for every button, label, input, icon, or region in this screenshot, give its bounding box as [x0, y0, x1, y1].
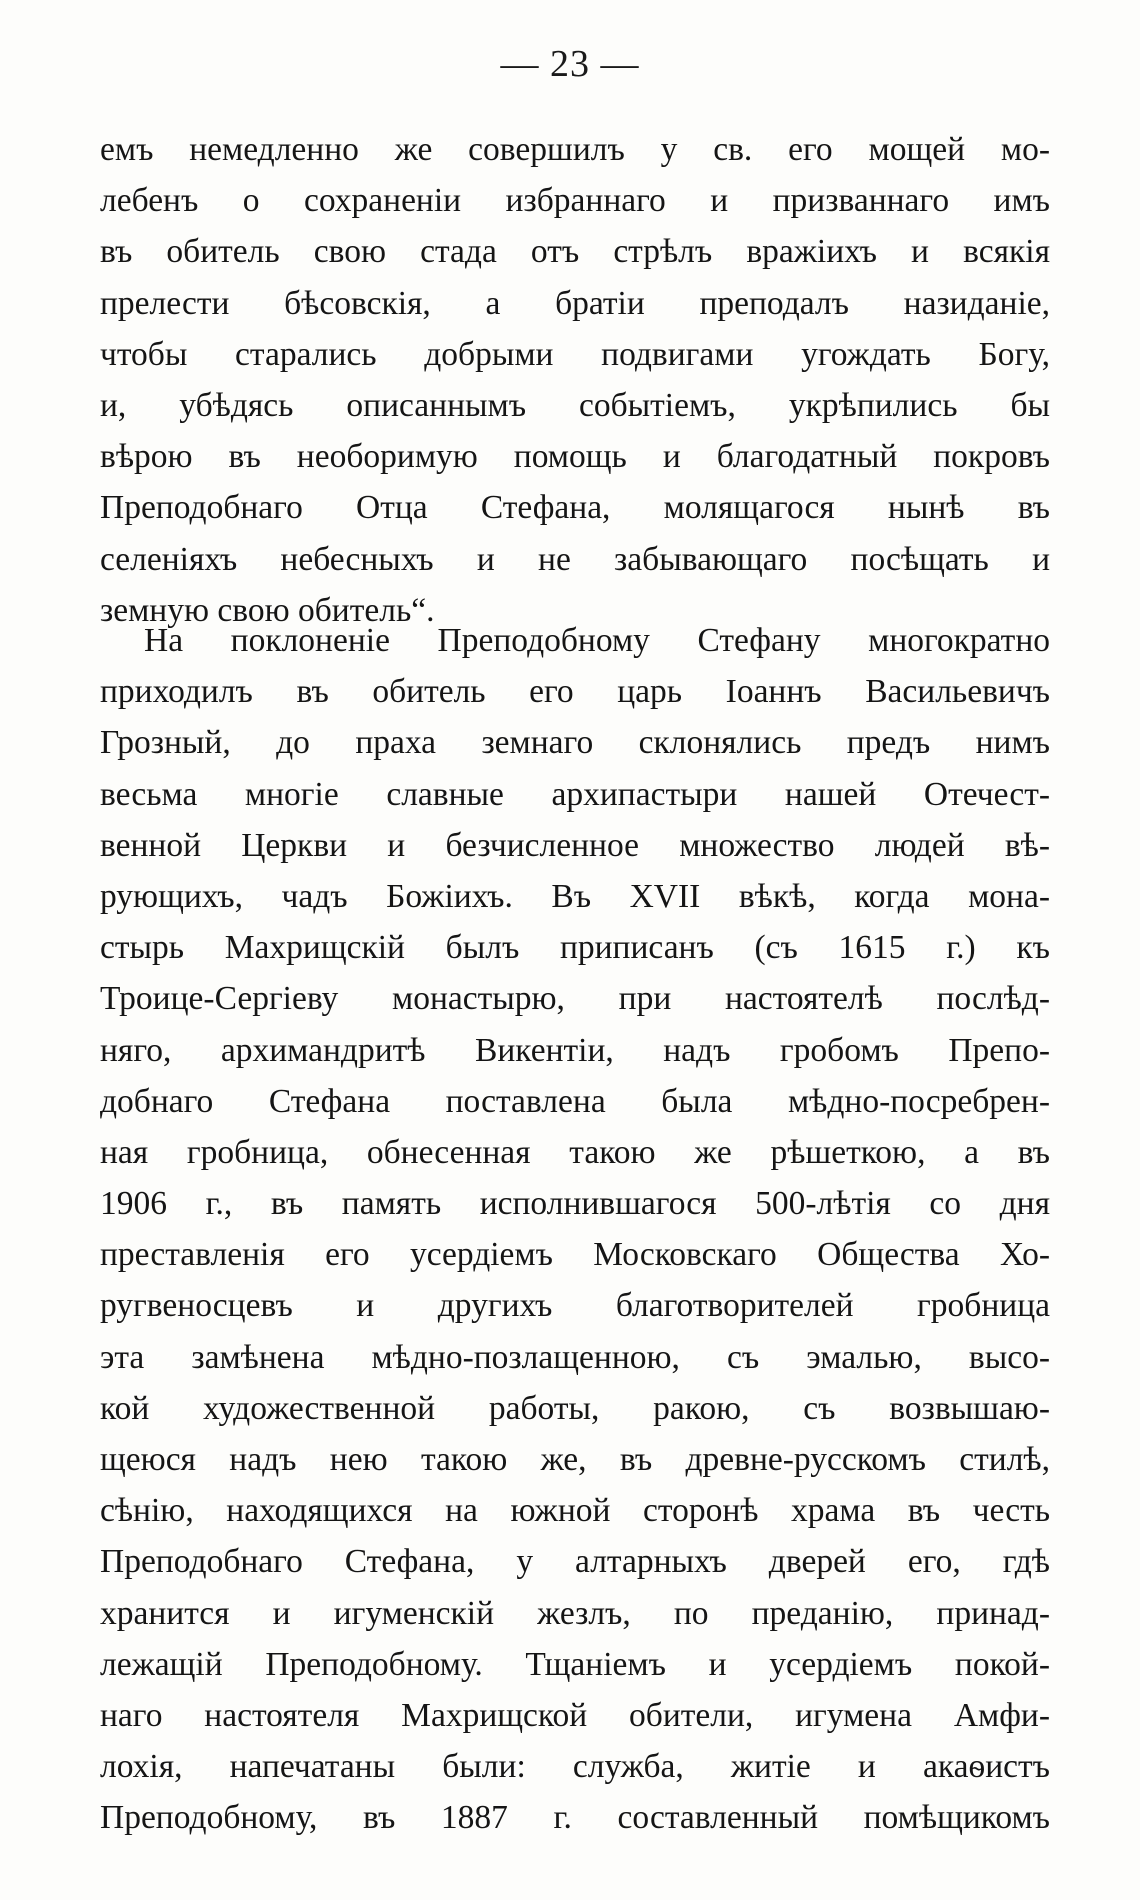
text-line: вѣрою въ необоримую помощь и благодатный покровъ — [100, 438, 1050, 476]
text-line: и, убѣдясь описаннымъ событіемъ, укрѣпились бы — [100, 386, 1050, 424]
text-line: щеюся надъ нею такою же, въ древне-русскомъ стилѣ, — [100, 1441, 1050, 1478]
text-line: въ обитель свою стада отъ стрѣлъ вражіихъ и всякія — [100, 233, 1050, 271]
text-line: чтобы старались добрыми подвигами угождать Богу, — [100, 335, 1050, 373]
text-line: 1906 г., въ память исполнившагося 500-лѣтія со дня — [100, 1185, 1050, 1223]
paragraph-1 — [100, 124, 1050, 636]
text-line: Троице-Сергіеву монастырю, при настоятелѣ послѣд- — [100, 980, 1050, 1018]
text-line: кой художественной работы, ракою, съ возвышаю- — [100, 1389, 1050, 1427]
text-line: стырь Махрищскій былъ приписанъ (съ 1615 г.) къ — [100, 929, 1050, 967]
text-line: сѣнію, находящихся на южной сторонѣ храма въ честь — [100, 1492, 1050, 1530]
text-line: рующихъ, чадъ Божіихъ. Въ XVII вѣкѣ, когда мона- — [100, 877, 1050, 915]
text-line: венной Церкви и безчисленное множество людей вѣ- — [100, 826, 1050, 864]
page-number: — 23 — — [500, 43, 640, 85]
text-line: лохія, напечатаны были: служба, житіе и акаѳистъ — [100, 1748, 1050, 1786]
text-line: емъ немедленно же совершилъ у св. его мощей мо- — [100, 131, 1050, 168]
text-line: няго, архимандритѣ Викентіи, надъ гробомъ Препо- — [100, 1031, 1050, 1069]
text-line: весьма многіе славные архипастыри нашей Отечест- — [100, 775, 1050, 813]
text-line: Преподобнаго Стефана, у алтарныхъ дверей его, гдѣ — [100, 1543, 1050, 1581]
text-line: добнаго Стефана поставлена была мѣдно-посребрен- — [100, 1082, 1050, 1120]
text-line: Преподобному, въ 1887 г. составленный помѣщикомъ — [100, 1799, 1050, 1837]
text-line: преставленія его усердіемъ Московскаго Общества Хо- — [100, 1236, 1050, 1274]
text-line: Преподобнаго Отца Стефана, молящагося нынѣ въ — [100, 489, 1050, 527]
text-line: селеніяхъ небесныхъ и не забывающаго посѣщать и — [100, 540, 1050, 578]
text-line: ругвеносцевъ и другихъ благотворителей гробница — [100, 1287, 1050, 1325]
text-line: лебенъ о сохраненіи избраннаго и призваннаго имъ — [100, 182, 1050, 220]
text-line: лежащій Преподобному. Тщаніемъ и усердіемъ покой- — [100, 1645, 1050, 1683]
text-line: прелести бѣсовскія, а братіи преподалъ назиданіе, — [100, 284, 1050, 322]
text-line: Грозный, до праха земнаго склонялись предъ нимъ — [100, 724, 1050, 762]
text-line: эта замѣнена мѣдно-позлащенною, съ эмалью, высо- — [100, 1338, 1050, 1376]
text-line: земную свою обитель“. — [100, 591, 435, 629]
text-line: наго настоятеля Махрищской обители, игумена Амфи- — [100, 1696, 1050, 1734]
text-line: На поклоненіе Преподобному Стефану многократно — [144, 622, 1050, 659]
text-line: хранится и игуменскій жезлъ, по преданію, принад- — [100, 1594, 1050, 1632]
paragraph-2 — [100, 615, 1050, 1844]
text-line: ная гробница, обнесенная такою же рѣшеткою, а въ — [100, 1133, 1050, 1171]
text-line: приходилъ въ обитель его царь Іоаннъ Васильевичъ — [100, 673, 1050, 711]
